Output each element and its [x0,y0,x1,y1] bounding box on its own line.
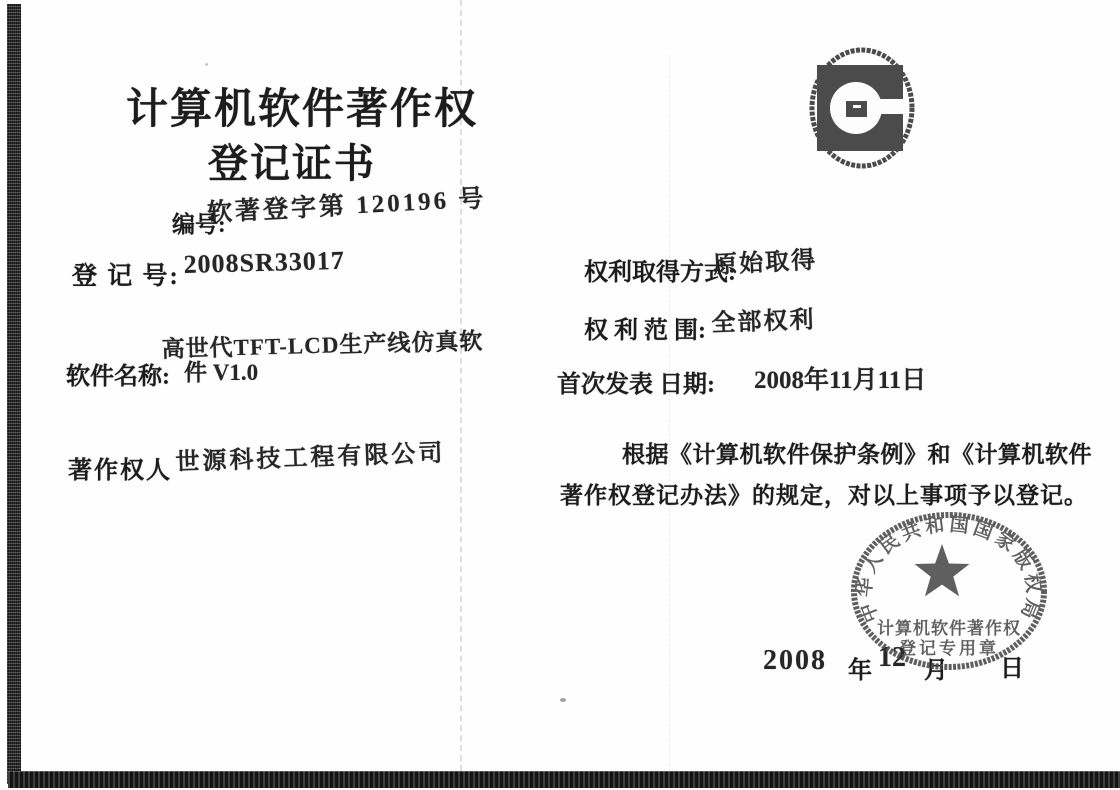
scan-speck [560,698,566,702]
software-name-value-line2: 件 V1.0 [184,360,259,385]
copyright-owner-label: 著作权人 [68,458,172,484]
issue-date-year: 2008 [763,645,827,676]
copyright-administration-emblem-icon [806,44,918,174]
first-publication-label: 首次发表 日期: [557,372,715,398]
rights-scope-value: 全部权利 [711,307,816,338]
issue-date-month-unit: 月 [924,658,948,684]
seal-ring-text: 中华人民共和国国家版权局 [854,514,1044,626]
registration-statement-line2: 著作权登记办法》的规定，对以上事项予以登记。 [560,483,1088,508]
acquisition-method-label: 权利取得方式: [584,260,736,286]
software-name-value-line1: 高世代TFT-LCD生产线仿真软 [161,328,484,363]
certificate-title-line2: 登记证书 [208,141,376,186]
acquisition-method-value: 原始取得 [712,247,818,280]
issue-date-year-unit: 年 [848,658,872,684]
registration-statement-line1: 根据《计算机软件保护条例》和《计算机软件 [622,442,1092,467]
seal-star-icon [915,544,970,596]
certificate-title-line1: 计算机软件著作权 [125,87,478,133]
fold-line-faint [669,55,670,771]
issue-date-day-unit: 日 [1000,656,1024,682]
scan-edge-bottom [8,771,1120,788]
scan-edge-left [7,4,21,784]
issue-date-month: 12 [878,642,906,673]
rights-scope-label: 权 利 范 围: [584,318,706,344]
serial-number-value: 软著登字第 120196 号 [206,185,488,228]
registry-seal [848,510,1050,672]
software-name-label: 软件名称: [66,364,170,390]
seal-center-line2: 登记专用章 [899,639,999,658]
scan-speck [205,63,208,66]
registration-number-value: 2008SR33017 [183,245,346,280]
serial-number-label: 编号: [172,212,226,237]
copyright-owner-value: 世源科技工程有限公司 [175,440,446,477]
registration-number-label: 登 记 号: [72,263,180,290]
first-publication-value: 2008年11月11日 [754,367,927,394]
seal-center-line1: 计算机软件著作权 [877,619,1021,638]
